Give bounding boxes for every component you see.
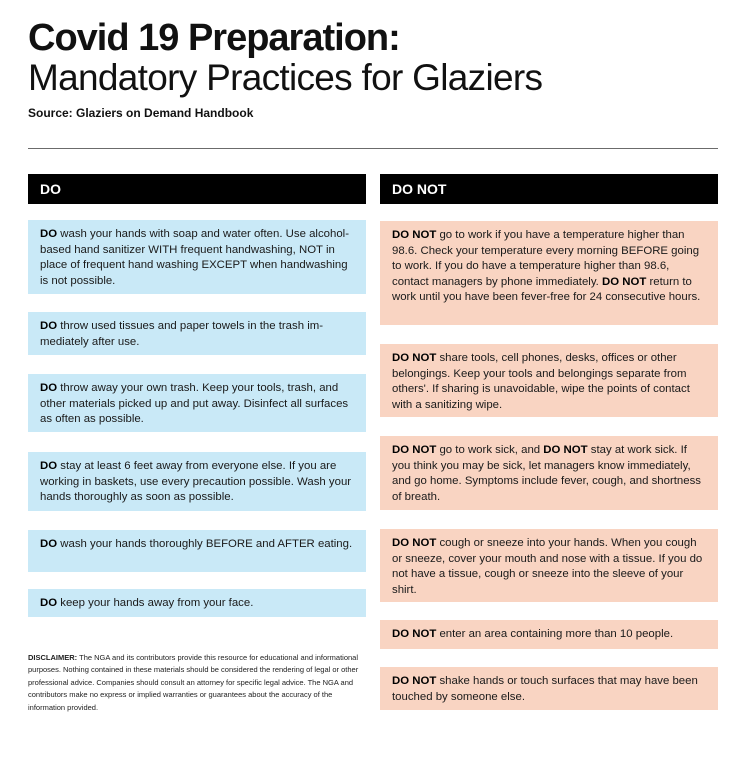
dont-item-lead: DO NOT	[392, 352, 437, 364]
disclaimer	[28, 652, 368, 714]
dont-item-text: shake hands or touch surfaces that may have been touched by someone else.	[392, 675, 698, 703]
do-item-lead: DO	[40, 538, 58, 550]
do-item-lead: DO	[40, 597, 58, 609]
dont-item	[380, 344, 718, 417]
dont-item-text-2: return to work until you have been fever-free for 24 consecutive hours.	[392, 275, 701, 303]
dont-item-lead: DO NOT	[392, 628, 437, 640]
dont-item-text: go to work sick, and	[436, 444, 544, 456]
do-item-lead: DO	[40, 382, 58, 394]
dont-item-text: enter an area containing more than 10 people.	[436, 628, 674, 640]
do-item	[28, 452, 366, 511]
dont-item	[380, 221, 718, 325]
dont-item	[380, 529, 718, 602]
do-item-lead: DO	[40, 460, 58, 472]
do-item-text: stay at least 6 feet away from everyone else. If you are working in baskets, use every precaution possible. Wash your hands thoroughly as soon as possible.	[40, 460, 352, 503]
dont-item-lead: DO NOT	[392, 229, 437, 241]
do-item	[28, 220, 366, 294]
disclaimer-text: The NGA and its contributors provide this resource for educational and informational purposes. Nothing contained in these materials should be considered the rendering of legal or other professional advice. Companies should consult an attorney for specific legal advice. The NGA and contributors make no express or implied warranties or guarantees about the accuracy of the information provided.	[28, 653, 359, 712]
disclaimer-label: DISCLAIMER:	[28, 653, 78, 662]
do-item	[28, 374, 366, 432]
dont-column-heading: DO NOT	[380, 174, 718, 204]
do-item	[28, 589, 366, 617]
do-item-text: keep your hands away from your face.	[57, 597, 254, 609]
dont-item	[380, 436, 718, 510]
do-item-text: throw away your own trash. Keep your tools, trash, and other materials picked up and put away. Disinfect all surfaces as often as possible.	[40, 382, 349, 425]
do-item-text: throw used tissues and paper towels in the trash immediately after use.	[40, 320, 324, 348]
do-item	[28, 530, 366, 572]
dont-item-text-2: stay at work sick. If you think you may be sick, let managers know immediately, and go home. Symptoms include fever, cough, and shortness of breath.	[392, 444, 701, 503]
dont-item-lead: DO NOT	[392, 444, 437, 456]
dont-item	[380, 620, 718, 649]
do-column-heading: DO	[28, 174, 366, 204]
dont-item-lead: DO NOT	[392, 537, 437, 549]
dont-item	[380, 667, 718, 710]
page-title: Covid 19 Preparation:	[28, 17, 400, 59]
divider	[28, 148, 718, 149]
source-line: Source: Glaziers on Demand Handbook	[28, 106, 254, 120]
do-item-text: wash your hands thoroughly BEFORE and AFTER eating.	[57, 538, 353, 550]
do-item-lead: DO	[40, 228, 58, 240]
dont-item-lead: DO NOT	[392, 675, 437, 687]
page-subtitle: Mandatory Practices for Glaziers	[28, 57, 543, 98]
do-item-text: wash your hands with soap and water often. Use alcohol-based hand sanitizer WITH frequent handwashing, NOT in place of frequent hand washing EXCEPT when handwashing is not possible.	[40, 228, 349, 287]
dont-item-text: cough or sneeze into your hands. When you cough or sneeze, cover your mouth and nose with a tissue. If you do not have a tissue, cough or sneeze into the sleeve of your shirt.	[392, 537, 703, 596]
dont-item-text: share tools, cell phones, desks, offices or other belongings. Keep your tools and belongings separate from others'. If sharing is unavoidable, wipe the points of contact with a sanitizing wipe.	[392, 352, 690, 411]
do-item	[28, 312, 366, 355]
do-item-lead: DO	[40, 320, 58, 332]
dont-item-text: go to work if you have a temperature higher than 98.6. Check your temperature every morning BEFORE going to work. If you do have a temperature higher than 98.6, contact managers by phone immediately.	[392, 229, 700, 288]
dont-item-lead-2: DO NOT	[602, 275, 647, 288]
dont-item-lead-2: DO NOT	[543, 444, 588, 456]
